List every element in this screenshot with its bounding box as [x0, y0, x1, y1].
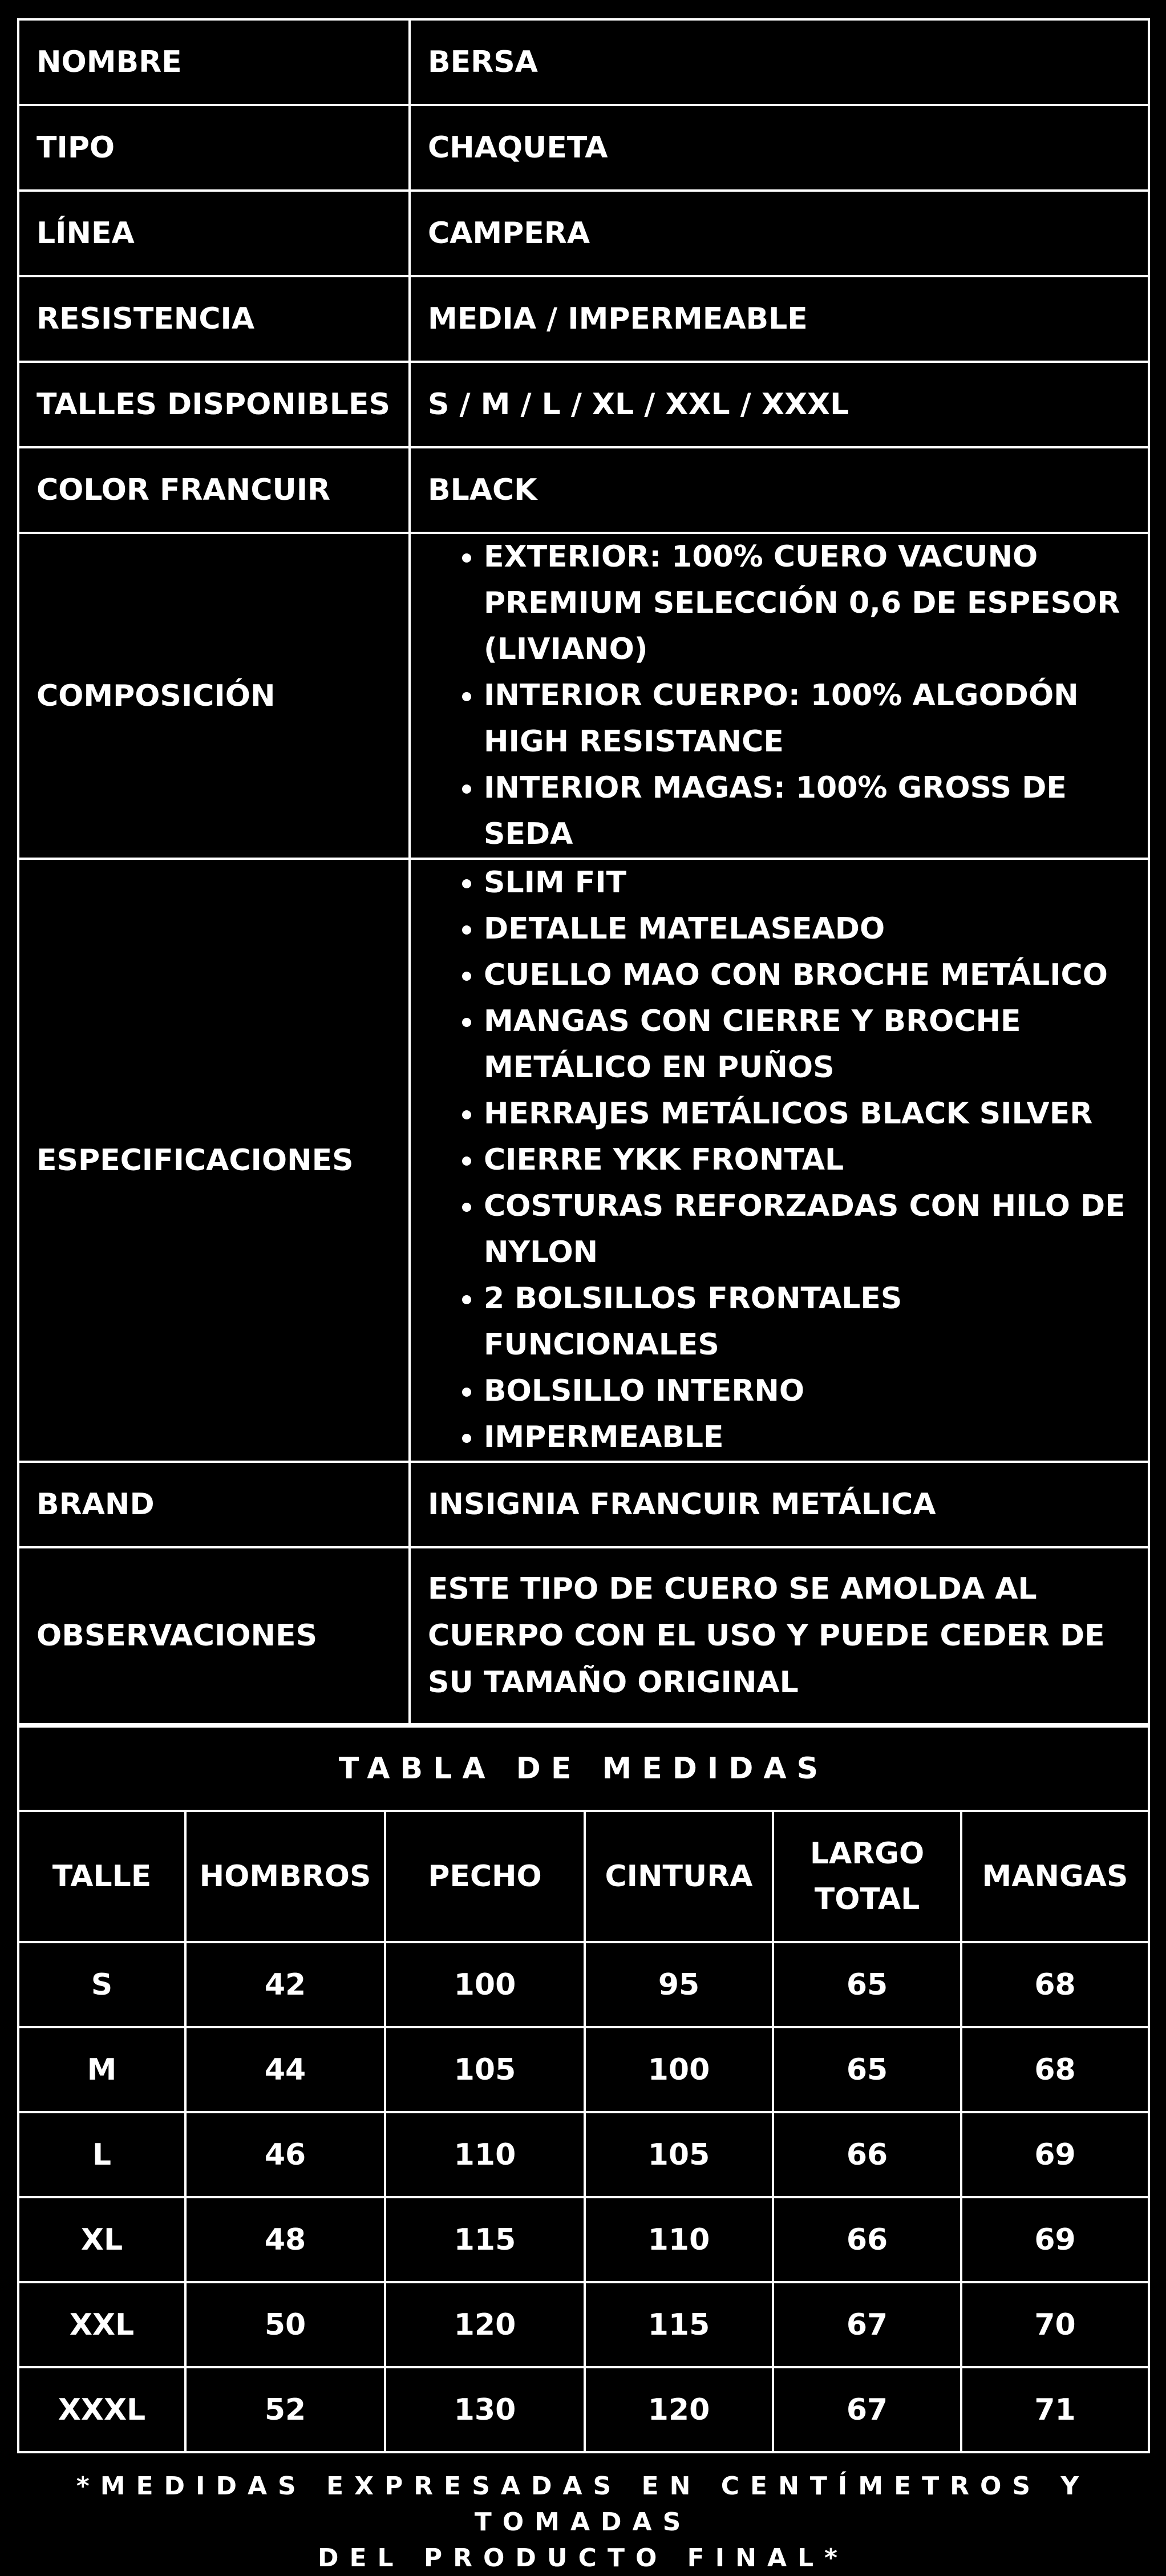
list-item: • SLIM FIT — [484, 860, 1131, 906]
list-item: • MANGAS CON CIERRE Y BROCHE METÁLICO EN PUÑOS — [484, 998, 1131, 1091]
spec-value: CHAQUETA — [410, 105, 1149, 191]
table-cell: 66 — [773, 2112, 961, 2197]
table-cell: 52 — [185, 2367, 385, 2452]
spec-row-composicion — [18, 533, 1149, 859]
spec-value: CAMPERA — [410, 191, 1149, 276]
spec-value: BERSA — [410, 19, 1149, 105]
spec-value-list — [410, 533, 1149, 859]
table-cell: 115 — [385, 2197, 585, 2282]
list-item: • EXTERIOR: 100% CUERO VACUNO PREMIUM SELECCIÓN 0,6 DE ESPESOR (LIVIANO) — [484, 534, 1131, 673]
table-cell: 105 — [385, 2027, 585, 2112]
table-row — [18, 2282, 1149, 2367]
spec-row-linea — [18, 191, 1149, 276]
size-table-header-row — [18, 1811, 1149, 1942]
spec-row-especificaciones — [18, 859, 1149, 1462]
table-cell: 67 — [773, 2367, 961, 2452]
table-cell: XXL — [18, 2282, 185, 2367]
table-row — [18, 2367, 1149, 2452]
column-header: LARGO TOTAL — [773, 1811, 961, 1942]
table-row — [18, 2197, 1149, 2282]
table-cell: 120 — [585, 2367, 773, 2452]
spec-row-brand — [18, 1462, 1149, 1547]
table-cell: 46 — [185, 2112, 385, 2197]
column-header: MANGAS — [961, 1811, 1149, 1942]
table-cell: 65 — [773, 2027, 961, 2112]
list-item: • HERRAJES METÁLICOS BLACK SILVER — [484, 1091, 1131, 1137]
composition-list — [428, 534, 1131, 858]
table-cell: 42 — [185, 1942, 385, 2027]
table-cell: 100 — [585, 2027, 773, 2112]
column-header: PECHO — [385, 1811, 585, 1942]
list-item: • BOLSILLO INTERNO — [484, 1368, 1131, 1414]
list-item: • INTERIOR CUERPO: 100% ALGODÓN HIGH RESISTANCE — [484, 673, 1131, 765]
list-item: • CUELLO MAO CON BROCHE METÁLICO — [484, 952, 1131, 998]
spec-value: S / M / L / XL / XXL / XXXL — [410, 362, 1149, 447]
spec-row-observaciones — [18, 1547, 1149, 1724]
table-cell: XXXL — [18, 2367, 185, 2452]
table-cell: 105 — [585, 2112, 773, 2197]
table-cell: 95 — [585, 1942, 773, 2027]
table-row — [18, 2027, 1149, 2112]
table-cell: 100 — [385, 1942, 585, 2027]
table-cell: 48 — [185, 2197, 385, 2282]
table-cell: 44 — [185, 2027, 385, 2112]
column-header: HOMBROS — [185, 1811, 385, 1942]
spec-label: COMPOSICIÓN — [18, 533, 410, 859]
table-cell: S — [18, 1942, 185, 2027]
list-item: • INTERIOR MAGAS: 100% GROSS DE SEDA — [484, 765, 1131, 858]
list-item: • 2 BOLSILLOS FRONTALES FUNCIONALES — [484, 1276, 1131, 1368]
list-item: • IMPERMEABLE — [484, 1414, 1131, 1461]
list-item: • COSTURAS REFORZADAS CON HILO DE NYLON — [484, 1183, 1131, 1276]
table-cell: 120 — [385, 2282, 585, 2367]
table-cell: L — [18, 2112, 185, 2197]
table-cell: 66 — [773, 2197, 961, 2282]
spec-label: RESISTENCIA — [18, 276, 410, 362]
spec-label: COLOR FRANCUIR — [18, 447, 410, 533]
spec-row-color — [18, 447, 1149, 533]
spec-value: INSIGNIA FRANCUIR METÁLICA — [410, 1462, 1149, 1547]
spec-label: ESPECIFICACIONES — [18, 859, 410, 1462]
spec-value: BLACK — [410, 447, 1149, 533]
spec-label: LÍNEA — [18, 191, 410, 276]
table-cell: 69 — [961, 2197, 1149, 2282]
product-spec-table — [17, 18, 1150, 1725]
spec-label: TALLES DISPONIBLES — [18, 362, 410, 447]
table-cell: 69 — [961, 2112, 1149, 2197]
table-cell: XL — [18, 2197, 185, 2282]
table-cell: 71 — [961, 2367, 1149, 2452]
spec-label: BRAND — [18, 1462, 410, 1547]
table-cell: M — [18, 2027, 185, 2112]
spec-row-nombre — [18, 19, 1149, 105]
footnote-line: DEL PRODUCTO FINAL* — [317, 2543, 849, 2573]
spec-label: TIPO — [18, 105, 410, 191]
table-cell: 130 — [385, 2367, 585, 2452]
spec-value-list — [410, 859, 1149, 1462]
spec-label: NOMBRE — [18, 19, 410, 105]
spec-value: MEDIA / IMPERMEABLE — [410, 276, 1149, 362]
table-row — [18, 1942, 1149, 2027]
table-cell: 68 — [961, 2027, 1149, 2112]
footnote — [0, 2468, 1166, 2576]
table-cell: 115 — [585, 2282, 773, 2367]
specifications-list — [428, 860, 1131, 1461]
footnote-line: *MEDIDAS EXPRESADAS EN CENTÍMETROS Y TOMADAS — [76, 2472, 1090, 2537]
table-cell: 65 — [773, 1942, 961, 2027]
spec-value: ESTE TIPO DE CUERO SE AMOLDA AL CUERPO CON EL USO Y PUEDE CEDER DE SU TAMAÑO ORIGINAL — [410, 1547, 1149, 1724]
spec-label: OBSERVACIONES — [18, 1547, 410, 1724]
spec-row-resistencia — [18, 276, 1149, 362]
spec-row-tipo — [18, 105, 1149, 191]
spec-row-talles-disponibles — [18, 362, 1149, 447]
table-cell: 67 — [773, 2282, 961, 2367]
table-row — [18, 2112, 1149, 2197]
column-header: CINTURA — [585, 1811, 773, 1942]
list-item: • DETALLE MATELASEADO — [484, 906, 1131, 952]
table-cell: 110 — [385, 2112, 585, 2197]
table-cell: 50 — [185, 2282, 385, 2367]
size-table-title: TABLA DE MEDIDAS — [18, 1726, 1149, 1811]
table-cell: 68 — [961, 1942, 1149, 2027]
list-item: • CIERRE YKK FRONTAL — [484, 1137, 1131, 1183]
size-chart-table — [17, 1725, 1150, 2453]
column-header: TALLE — [18, 1811, 185, 1942]
table-cell: 70 — [961, 2282, 1149, 2367]
table-cell: 110 — [585, 2197, 773, 2282]
